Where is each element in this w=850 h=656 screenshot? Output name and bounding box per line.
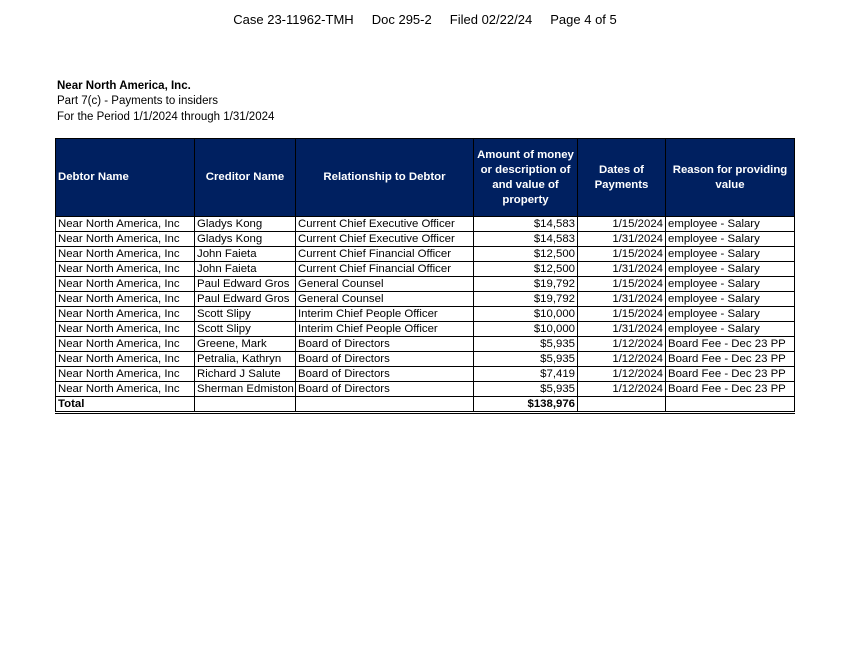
cell-creditor: John Faieta (195, 247, 296, 262)
cell-creditor: Gladys Kong (195, 217, 296, 232)
table-row (56, 352, 795, 367)
cell-date: 1/15/2024 (578, 247, 666, 262)
cell-creditor: Greene, Mark (195, 337, 296, 352)
cell-amount: $12,500 (474, 262, 578, 277)
table-row (56, 247, 795, 262)
cell-date: 1/12/2024 (578, 337, 666, 352)
table-header-row (56, 139, 795, 217)
cell-amount: $10,000 (474, 307, 578, 322)
table-row (56, 277, 795, 292)
table-row (56, 382, 795, 397)
total-label: Total (56, 397, 195, 413)
cell-creditor: Petralia, Kathryn (195, 352, 296, 367)
cell-amount: $7,419 (474, 367, 578, 382)
table-row (56, 322, 795, 337)
cell-debtor: Near North America, Inc (56, 217, 195, 232)
case-number: Case 23-11962-TMH (233, 12, 354, 27)
cell-reason: employee - Salary (666, 232, 795, 247)
cell-creditor: Scott Slipy (195, 322, 296, 337)
table-row (56, 307, 795, 322)
cell-relationship: Interim Chief People Officer (296, 322, 474, 337)
cell-reason: Board Fee - Dec 23 PP (666, 367, 795, 382)
cell-reason: employee - Salary (666, 247, 795, 262)
cell-date: 1/15/2024 (578, 217, 666, 232)
doc-number: Doc 295-2 (371, 12, 432, 27)
cell-date: 1/15/2024 (578, 307, 666, 322)
col-header-amount: Amount of money or description of and value of property (474, 139, 578, 217)
cell-creditor: Paul Edward Gros (195, 277, 296, 292)
cell-relationship: General Counsel (296, 277, 474, 292)
cell-relationship: Current Chief Executive Officer (296, 232, 474, 247)
cell-debtor: Near North America, Inc (56, 322, 195, 337)
cell-debtor: Near North America, Inc (56, 247, 195, 262)
table-row (56, 262, 795, 277)
cell-date: 1/12/2024 (578, 382, 666, 397)
page-number: Page 4 of 5 (550, 12, 617, 27)
total-empty (666, 397, 795, 413)
cell-date: 1/31/2024 (578, 292, 666, 307)
total-empty (195, 397, 296, 413)
cell-date: 1/15/2024 (578, 277, 666, 292)
total-row (56, 397, 795, 413)
cell-creditor: Sherman Edmiston (195, 382, 296, 397)
company-name: Near North America, Inc. (57, 80, 191, 92)
cell-reason: Board Fee - Dec 23 PP (666, 352, 795, 367)
cell-date: 1/31/2024 (578, 322, 666, 337)
cell-debtor: Near North America, Inc (56, 277, 195, 292)
cell-reason: employee - Salary (666, 292, 795, 307)
cell-debtor: Near North America, Inc (56, 262, 195, 277)
table-row (56, 367, 795, 382)
cell-debtor: Near North America, Inc (56, 382, 195, 397)
cell-debtor: Near North America, Inc (56, 307, 195, 322)
cell-relationship: Board of Directors (296, 367, 474, 382)
report-part: Part 7(c) - Payments to insiders (57, 95, 219, 108)
col-header-debtor: Debtor Name (56, 139, 195, 217)
table-row (56, 217, 795, 232)
col-header-reason: Reason for providing value (666, 139, 795, 217)
cell-debtor: Near North America, Inc (56, 337, 195, 352)
cell-reason: employee - Salary (666, 277, 795, 292)
title-block (57, 79, 274, 125)
filed-date: Filed 02/22/24 (449, 12, 533, 27)
cell-amount: $5,935 (474, 337, 578, 352)
cell-date: 1/31/2024 (578, 232, 666, 247)
col-header-dates: Dates of Payments (578, 139, 666, 217)
cell-reason: employee - Salary (666, 322, 795, 337)
case-header (0, 12, 850, 27)
total-amount: $138,976 (474, 397, 578, 413)
table-row (56, 292, 795, 307)
cell-reason: Board Fee - Dec 23 PP (666, 337, 795, 352)
cell-relationship: General Counsel (296, 292, 474, 307)
cell-amount: $5,935 (474, 382, 578, 397)
table-body (56, 217, 795, 413)
cell-debtor: Near North America, Inc (56, 232, 195, 247)
cell-creditor: Gladys Kong (195, 232, 296, 247)
cell-amount: $5,935 (474, 352, 578, 367)
cell-date: 1/31/2024 (578, 262, 666, 277)
report-period: For the Period 1/1/2024 through 1/31/2024 (57, 110, 275, 123)
cell-relationship: Board of Directors (296, 337, 474, 352)
cell-debtor: Near North America, Inc (56, 292, 195, 307)
cell-relationship: Current Chief Executive Officer (296, 217, 474, 232)
cell-date: 1/12/2024 (578, 367, 666, 382)
table-row (56, 337, 795, 352)
cell-creditor: Scott Slipy (195, 307, 296, 322)
cell-creditor: John Faieta (195, 262, 296, 277)
payments-table (55, 138, 795, 414)
cell-relationship: Interim Chief People Officer (296, 307, 474, 322)
col-header-relationship: Relationship to Debtor (296, 139, 474, 217)
cell-relationship: Current Chief Financial Officer (296, 262, 474, 277)
cell-reason: employee - Salary (666, 217, 795, 232)
table-row (56, 232, 795, 247)
cell-reason: Board Fee - Dec 23 PP (666, 382, 795, 397)
cell-relationship: Current Chief Financial Officer (296, 247, 474, 262)
cell-creditor: Richard J Salute (195, 367, 296, 382)
cell-relationship: Board of Directors (296, 382, 474, 397)
col-header-creditor: Creditor Name (195, 139, 296, 217)
total-empty (578, 397, 666, 413)
cell-amount: $19,792 (474, 277, 578, 292)
total-empty (296, 397, 474, 413)
cell-amount: $12,500 (474, 247, 578, 262)
cell-date: 1/12/2024 (578, 352, 666, 367)
cell-amount: $19,792 (474, 292, 578, 307)
cell-debtor: Near North America, Inc (56, 352, 195, 367)
cell-debtor: Near North America, Inc (56, 367, 195, 382)
cell-reason: employee - Salary (666, 262, 795, 277)
cell-relationship: Board of Directors (296, 352, 474, 367)
cell-amount: $14,583 (474, 232, 578, 247)
cell-amount: $14,583 (474, 217, 578, 232)
cell-amount: $10,000 (474, 322, 578, 337)
cell-reason: employee - Salary (666, 307, 795, 322)
cell-creditor: Paul Edward Gros (195, 292, 296, 307)
